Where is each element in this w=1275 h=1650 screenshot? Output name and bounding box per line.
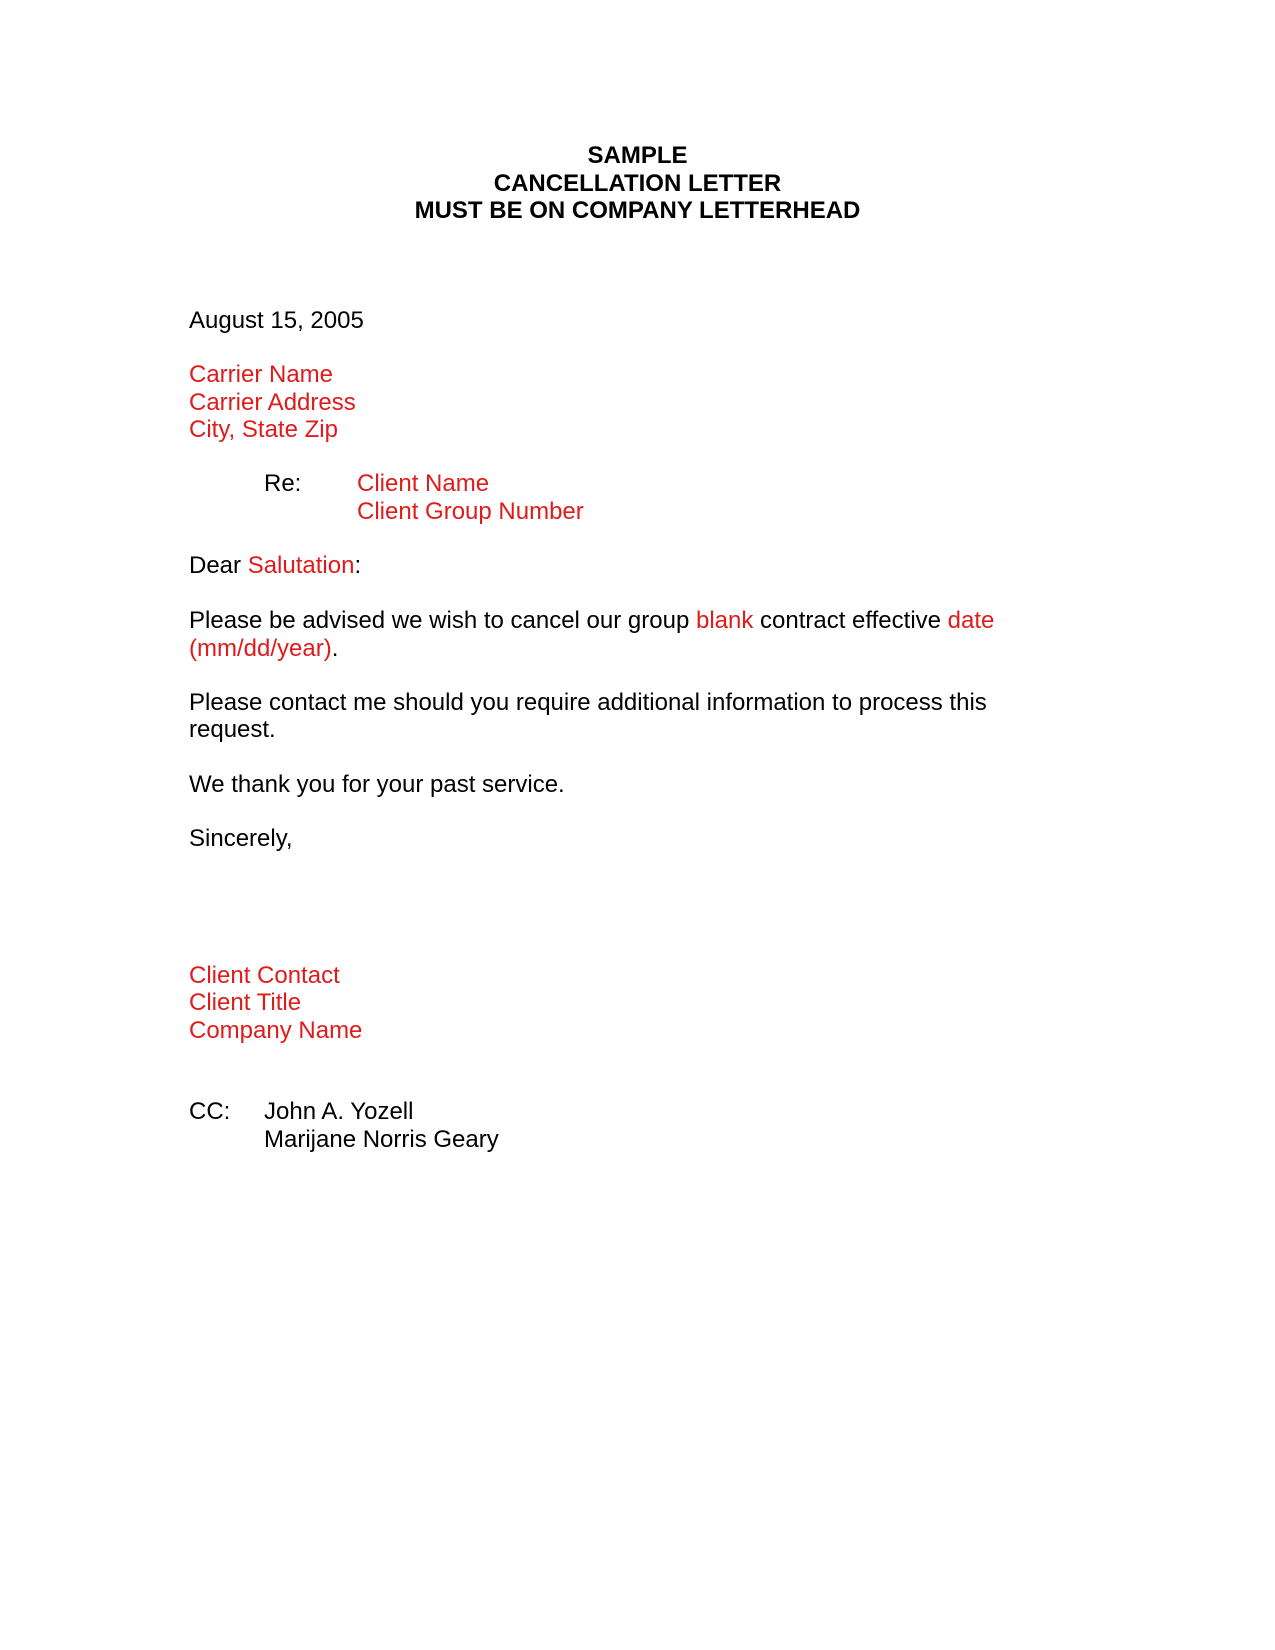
re-client-group-number: Client Group Number — [357, 498, 584, 525]
p1-text-1: Please be advised we wish to cancel our group — [189, 607, 696, 634]
carrier-city-state-zip: City, State Zip — [189, 416, 338, 443]
p1-text-2: contract effective — [753, 607, 948, 634]
header-sample: SAMPLE — [587, 142, 688, 169]
signature-client-title: Client Title — [189, 989, 302, 1016]
carrier-address: Carrier Address — [189, 389, 356, 416]
greeting-salutation: Salutation — [247, 552, 355, 579]
signature-client-contact: Client Contact — [189, 962, 340, 989]
cc-name-1: John A. Yozell — [264, 1098, 414, 1125]
body-paragraph-1-line-1 — [189, 607, 994, 635]
body-paragraph-1-line-2 — [189, 635, 338, 663]
greeting-colon: : — [354, 552, 362, 579]
header-letterhead-note: MUST BE ON COMPANY LETTERHEAD — [414, 197, 861, 224]
letter-date: August 15, 2005 — [189, 307, 364, 334]
cc-label: CC: — [189, 1098, 231, 1125]
p1-date-format: (mm/dd/year) — [189, 635, 332, 662]
re-label: Re: — [264, 470, 302, 497]
greeting-dear: Dear — [189, 552, 248, 579]
body-paragraph-2-line-1: Please contact me should you require additional information to process this — [189, 689, 987, 716]
signature-company-name: Company Name — [189, 1017, 363, 1044]
p1-period: . — [331, 635, 339, 662]
re-client-name: Client Name — [357, 470, 490, 497]
p1-blank: blank — [695, 607, 754, 634]
cc-name-2: Marijane Norris Geary — [264, 1126, 499, 1153]
closing: Sincerely, — [189, 825, 293, 852]
greeting — [189, 552, 361, 580]
p1-date: date — [947, 607, 995, 634]
header-title: CANCELLATION LETTER — [493, 170, 782, 197]
body-paragraph-3: We thank you for your past service. — [189, 771, 565, 798]
body-paragraph-2-line-2: request. — [189, 716, 276, 743]
carrier-name: Carrier Name — [189, 361, 334, 388]
